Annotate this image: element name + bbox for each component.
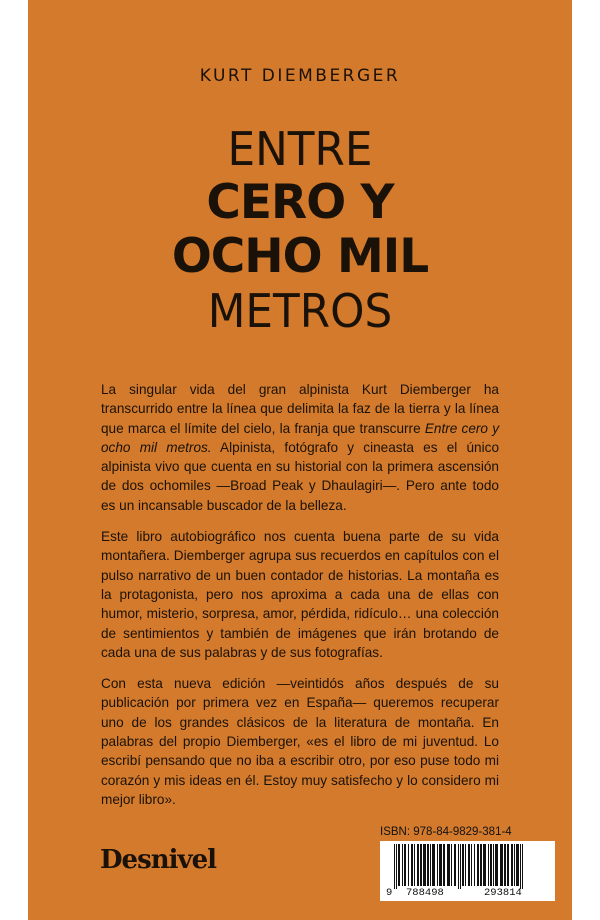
barcode-digit-first: 9 <box>386 887 393 899</box>
title-line-2: CERO Y <box>206 175 394 230</box>
back-cover <box>28 0 572 920</box>
blurb-text <box>101 380 499 821</box>
title-line-3: OCHO MIL <box>171 229 429 284</box>
blurb-paragraph-3: Con esta nueva edición —veintidós años después de su publicación por primera vez en España— queremos recuperar uno de los grandes clásicos de la literatura de montaña. En palabras del propio Diemberger, «es el libro de mi juventud. Lo escribí pensando que no iba a escribir otro, por eso puse todo mi corazón y mis ideas en él. Estoy muy satisfecho y lo considero mi mejor libro». <box>101 676 499 807</box>
blurb-paragraph-1 <box>101 380 499 515</box>
blurb-paragraph-2: Este libro autobiográfico nos cuenta buena parte de su vida montañera. Diemberger agrupa sus recuerdos en capítulos con el pulso narrativo de un buen contador de historias. La montaña es la protagonista, pero nos aproxima a cada una de ellas con humor, misterio, sorpresa, amor, pérdida, ridículo… una colección de sentimientos y también de imágenes que irán brotando de cada una de sus palabras y de sus fotografías. <box>101 529 499 660</box>
barcode-digits-left: 788498 <box>406 887 444 899</box>
publisher-logo: Desnivel <box>100 845 217 875</box>
blurb-p1-end: Alpinista, fotógrafo y cineasta es el único alpinista vivo que cuenta en su historial con la primera ascensión de dos ochomiles —Broad Peak y Dhaulagiri—. Pero ante todo es un incansable buscador de la belleza. <box>101 439 499 513</box>
barcode-digits-right: 293814 <box>484 887 522 899</box>
barcode <box>380 841 555 901</box>
author-name: KURT DIEMBERGER <box>199 66 401 86</box>
blurb-p1-start: La singular vida del gran alpinista Kurt Diemberger ha transcurrido entre la línea que delimita la faz de la tierra y la línea que marca el límite del cielo, la franja que transcurre <box>101 382 499 436</box>
barcode-bars <box>380 841 555 889</box>
title-line-1: ENTRE <box>227 122 373 176</box>
title-line-4: METROS <box>207 284 393 338</box>
isbn-label: ISBN: 978-84-9829-381-4 <box>380 826 512 838</box>
book-title <box>28 122 572 338</box>
blurb-p1-italic: Entre cero y ocho mil metros. <box>101 420 499 455</box>
